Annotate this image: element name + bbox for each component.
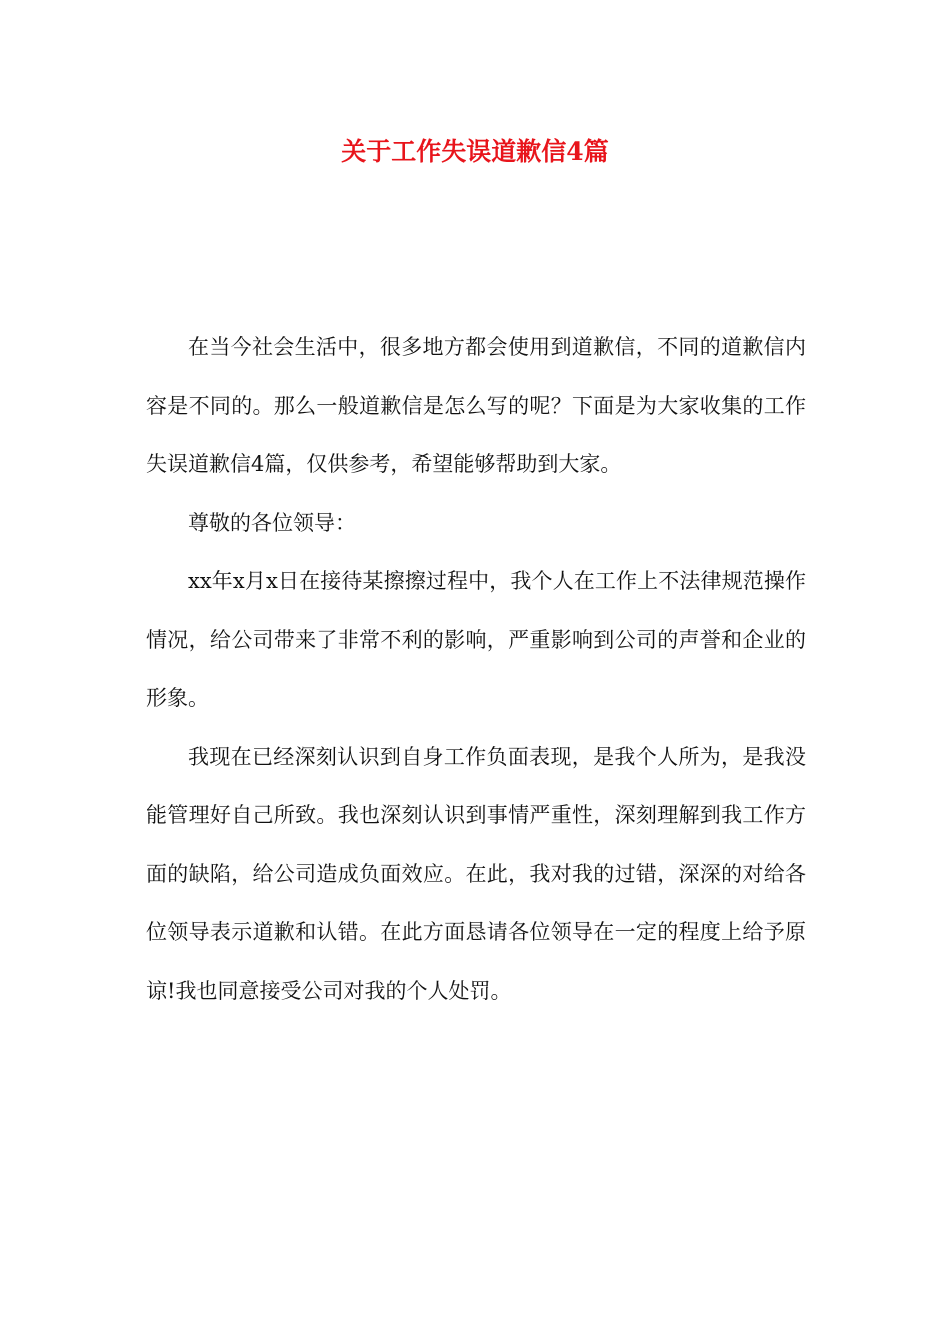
paragraph-salutation: 尊敬的各位领导： bbox=[188, 510, 356, 535]
paragraph-intro: 在当今社会生活中，很多地方都会使用到道歉信，不同的道歉信内容是不同的。那么一般道歉信是怎么写的呢？下面是为大家收集的工作失误道歉信4篇，仅供参考，希望能够帮助到大家。 bbox=[146, 335, 806, 476]
document-title: 关于工作失误道歉信4篇 bbox=[341, 137, 609, 166]
paragraph-apology: 我现在已经深刻认识到自身工作负面表现，是我个人所为，是我没能管理好自己所致。我也深刻认识到事情严重性，深刻理解到我工作方面的缺陷，给公司造成负面效应。在此，我对我的过错，深深的对给各位领导表示道歉和认错。在此方面恳请各位领导在一定的程度上给予原谅!我也同意接受公司对我的个人处罚。 bbox=[146, 744, 806, 1003]
paragraph-incident: xx年x月x日在接待某擦擦过程中，我个人在工作上不法律规范操作情况，给公司带来了非常不利的影响，严重影响到公司的声誉和企业的形象。 bbox=[146, 569, 806, 710]
document-body bbox=[146, 318, 806, 1020]
